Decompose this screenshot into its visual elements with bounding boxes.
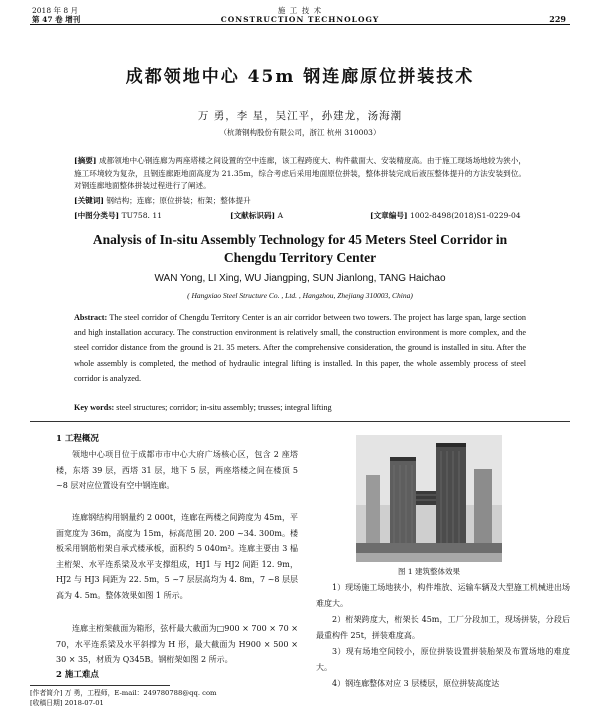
clc-value: TU758. 11 (121, 211, 163, 220)
journal-name (0, 6, 600, 24)
received-date: [收稿日期] 2018-07-01 (30, 699, 104, 707)
difficulty-item-3: 3）现有场地空间较小，原位拼装设置拼装胎架及布置场地的难度大。 (316, 647, 570, 672)
section-1-paragraph-3: 连廊主桁架截面为箱形，弦杆最大截面为□900 × 700 × 70 × 70，水平连系梁及水平斜撑为 H 形，最大截面为 H900 × 500 × 30 × 35，材质为 Q345B。钢桁架如图 2 所示。 (56, 624, 298, 665)
abstract-cn-label: [摘要] (74, 156, 97, 165)
abstract-en-label: Abstract: (74, 313, 108, 322)
difficulty-item-1: 1）现场施工场地狭小，构件堆放、运输车辆及大型施工机械进出场难度大。 (316, 583, 570, 608)
abstract-cn (74, 155, 526, 193)
building-rendering-svg (356, 435, 502, 562)
doc-code (230, 210, 283, 221)
article-id-value: 1002-8498(2018)S1-0229-04 (409, 211, 521, 220)
journal-name-en: CONSTRUCTION TECHNOLOGY (220, 15, 380, 24)
page-number: 229 (549, 14, 566, 24)
section-2-heading: 2 施工难点 (56, 670, 99, 680)
figure-1-caption: 图 1 建筑整体效果 (397, 567, 461, 576)
affiliation-en: ( Hangxiao Steel Structure Co. , Ltd. , Hangzhou, Zhejiang 310003, China) (187, 291, 413, 300)
authors-en: WAN Yong, LI Xing, WU Jiangping, SUN Jianlong, TANG Haichao (154, 273, 446, 284)
journal-volume: 第 47 卷 增刊 (32, 15, 81, 24)
difficulty-item-2: 2）桁架跨度大，桁架长 45m，工厂分段加工，现场拼装，分段后最重构件 25t，拼装难度高。 (316, 615, 570, 640)
keywords-cn-label: [关键词] (74, 196, 104, 205)
section-1-paragraph-1: 领地中心项目位于成都市市中心大府广场核心区，包含 2 座塔楼，东塔 39 层，西塔 31 层，地下 5 层，两座塔楼之间在楼顶 5 ~8 层对应位置设有空中钢连廊。 (56, 450, 298, 491)
author-bio: [作者简介] 万 勇，工程师，E-mail：249780788@qq. com (30, 689, 217, 697)
article-id-label: [文章编号] (370, 211, 408, 220)
keywords-cn-text: 钢结构；连廊；原位拼装；桁架；整体提升 (106, 196, 251, 205)
affiliation-cn: （杭萧钢构股份有限公司，浙江 杭州 310003） (219, 128, 381, 137)
abstract-divider (30, 421, 570, 422)
section-1-paragraph-2: 连廊钢结构用钢量约 2 000t，连廊在两楼之间跨度为 45m，平面宽度为 36m，高度为 15m，标高范围 20. 200 ~34. 300m。楼板采用钢筋桁架自承式楼承板，面积约 5 040m²。连廊主要由 3 榀主桁架、水平连系梁及水平支撑组成，HJ1 与 HJ2 间距 12. 9m，HJ2 与 HJ3 间距为 22. 5m，5 ~7 层层高均为 4. 8m，7 ~8 层层高为 4. 5m。整体效果如图 1 所示。 (56, 513, 298, 600)
journal-date: 2018 年 8 月 (32, 6, 79, 15)
building-rendering-image (356, 435, 502, 562)
journal-name-cn: 施 工 技 术 (277, 6, 323, 15)
paper-title-en: Analysis of In-situ Assembly Technology for 45 Meters Steel Corridor in Chengdu Territory Center (92, 232, 508, 265)
section-1-heading: 1 工程概况 (56, 434, 99, 444)
header-rule (30, 24, 570, 25)
keywords-en-label: Key words: (74, 403, 115, 412)
abstract-en-text: The steel corridor of Chengdu Territory Center is an air corridor between two towers. The project has large span, large section and high installation accuracy. The construction environment is relatively small, the construction environment is more complex, and the steel corridor distance from the ground is 21. 35 meters. After the comprehensive consideration, the ground is installed in situ. After the whole assembly is completed, the method of hydraulic integral lifting is installed. In this paper, the whole assembly process of steel corridor is analyzed. (74, 313, 526, 383)
abstract-en (74, 310, 526, 386)
clc-number (74, 210, 162, 221)
footnote (30, 688, 217, 708)
article-id (370, 210, 521, 221)
footnote-rule (30, 685, 170, 686)
paper-title-cn: 成都领地中心 45m 钢连廊原位拼装技术 (125, 67, 475, 87)
doc-code-label: [文献标识码] (230, 211, 276, 220)
doc-code-value: A (277, 211, 284, 220)
abstract-cn-text: 成都领地中心钢连廊为两座塔楼之间设置的空中连廊，该工程跨度大、构件截面大、安装精度高。由于施工现场场地较为狭小，施工环境较为复杂，且钢连廊距地面高度为 21.35m，综合考虑后采用地面原位拼装，整体拼装完成后液压整体提升的方法安装到位。对钢连廊地面整体拼装过程进行了阐述。 (74, 156, 527, 190)
keywords-en (74, 403, 526, 412)
keywords-en-text: steel structures; corridor; in-situ assembly; trusses; integral lifting (116, 403, 332, 412)
keywords-cn (74, 195, 251, 206)
authors-cn: 万 勇，李 星，吴江平，孙建龙，汤海潮 (197, 110, 403, 122)
clc-label: [中图分类号] (74, 211, 120, 220)
difficulty-item-4: 4）钢连廊整体对应 3 层楼层，原位拼装高度达 (332, 679, 500, 688)
